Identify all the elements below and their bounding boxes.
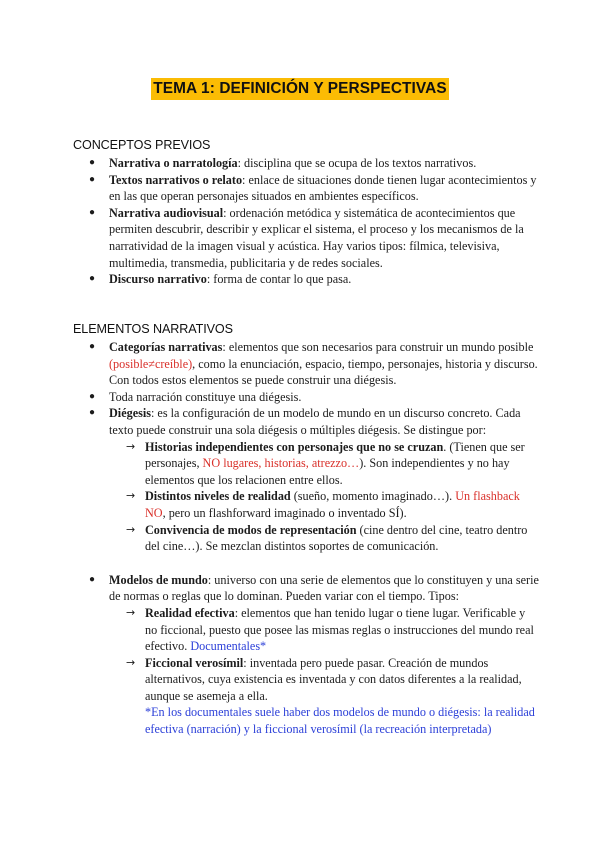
list-item: ● Diégesis: es la configuración de un modelo de mundo en un discurso concreto. Cada texto puede construir una sola diégesis o múltiples diégesis. Se distingue por: — [89, 406, 521, 437]
list-item: ● Textos narrativos o relato: enlace de situaciones donde tienen lugar acontecimientos y en las que operan personajes situados en ambientes específicos. — [89, 172, 537, 204]
arrow-right-icon: → — [126, 439, 136, 453]
conceptos-list — [0, 155, 600, 288]
bullet-icon: ● — [89, 157, 96, 168]
arrow-right-icon: → — [126, 522, 136, 536]
list-item: ● Narrativa o narratología: disciplina que se ocupa de los textos narrativos. — [89, 156, 477, 170]
arrow-right-icon: → — [126, 489, 136, 503]
list-item: ● Modelos de mundo: universo con una serie de elementos que lo constituyen y una serie de normas o reglas que lo dominan. Pueden variar con el tiempo. Tipos: — [89, 572, 539, 604]
arrow-right-icon: → — [126, 605, 136, 619]
list-item: ● Categorías narrativas: elementos que son necesarios para construir un mundo posible (posible≠creíble), como la enunciación, espacio, tiempo, personajes, historia y discurso. Con todos estos elementos se puede construir una diégesis. — [89, 340, 538, 388]
sub-item: → Realidad efectiva: elementos que han tenido lugar o tiene lugar. Verificable y no ficcional, puesto que posee las mismas reglas o instrucciones del mundo real efectivo. Documentales* — [126, 605, 534, 654]
section-heading-conceptos: CONCEPTOS PREVIOS — [73, 138, 211, 152]
bullet-icon: ● — [89, 206, 96, 218]
sub-item: → Convivencia de modos de representación (cine dentro del cine, teatro dentro del cine…). Se mezclan distintos soportes de comunicación. — [126, 522, 528, 554]
bullet-icon: ● — [89, 407, 96, 419]
bullet-icon: ● — [89, 573, 96, 585]
documentales-note: *En los documentales suele haber dos modelos de mundo o diégesis: la realidad efectiva (narración) y la ficcional verosímil (la recreación interpretada) — [145, 705, 535, 737]
bullet-icon: ● — [89, 341, 96, 352]
sub-item: → Historias independientes con personajes que no se cruzan. (Tienen que ser personajes, NO lugares, historias, atrezzo…). Son independientes y no hay elementos que los relacionen entre ellos. — [126, 439, 525, 487]
bullet-icon: ● — [89, 173, 96, 185]
bullet-icon: ● — [89, 390, 96, 402]
bullet-icon: ● — [89, 273, 96, 285]
page-title: TEMA 1: DEFINICIÓN Y PERSPECTIVAS — [151, 78, 449, 100]
arrow-right-icon: → — [126, 655, 136, 669]
sub-item: → Distintos niveles de realidad (sueño, momento imaginado…). Un flashback NO, pero un flashforward imaginado o inventado SÍ). — [126, 489, 520, 520]
list-item: ● Toda narración constituye una diégesis. — [89, 389, 302, 404]
elementos-list — [0, 339, 600, 738]
list-item: ● Discurso narrativo: forma de contar lo que pasa. — [89, 272, 352, 287]
list-item: ● Narrativa audiovisual: ordenación metódica y sistemática de acontecimientos que permiten descubrir, describir y explicar el sistema, el proceso y los mecanismos de la narratividad de la imagen visual y acústica. Hay varios tipos: fílmica, televisiva, multimedia, transmedia, publicitaria y de redes sociales. — [89, 205, 524, 270]
sub-item: → Ficcional verosímil: inventada pero puede pasar. Creación de mundos alternativos, cuya existencia es inventada y con datos diferentes a la realidad, aunque se asemeja a ella. *En los documentales suele haber dos modelos de mundo o diégesis: la realidad efectiva (narración) y la ficcional verosímil (la recreación interpretada) — [126, 655, 535, 737]
section-heading-elementos: ELEMENTOS NARRATIVOS — [73, 322, 233, 336]
